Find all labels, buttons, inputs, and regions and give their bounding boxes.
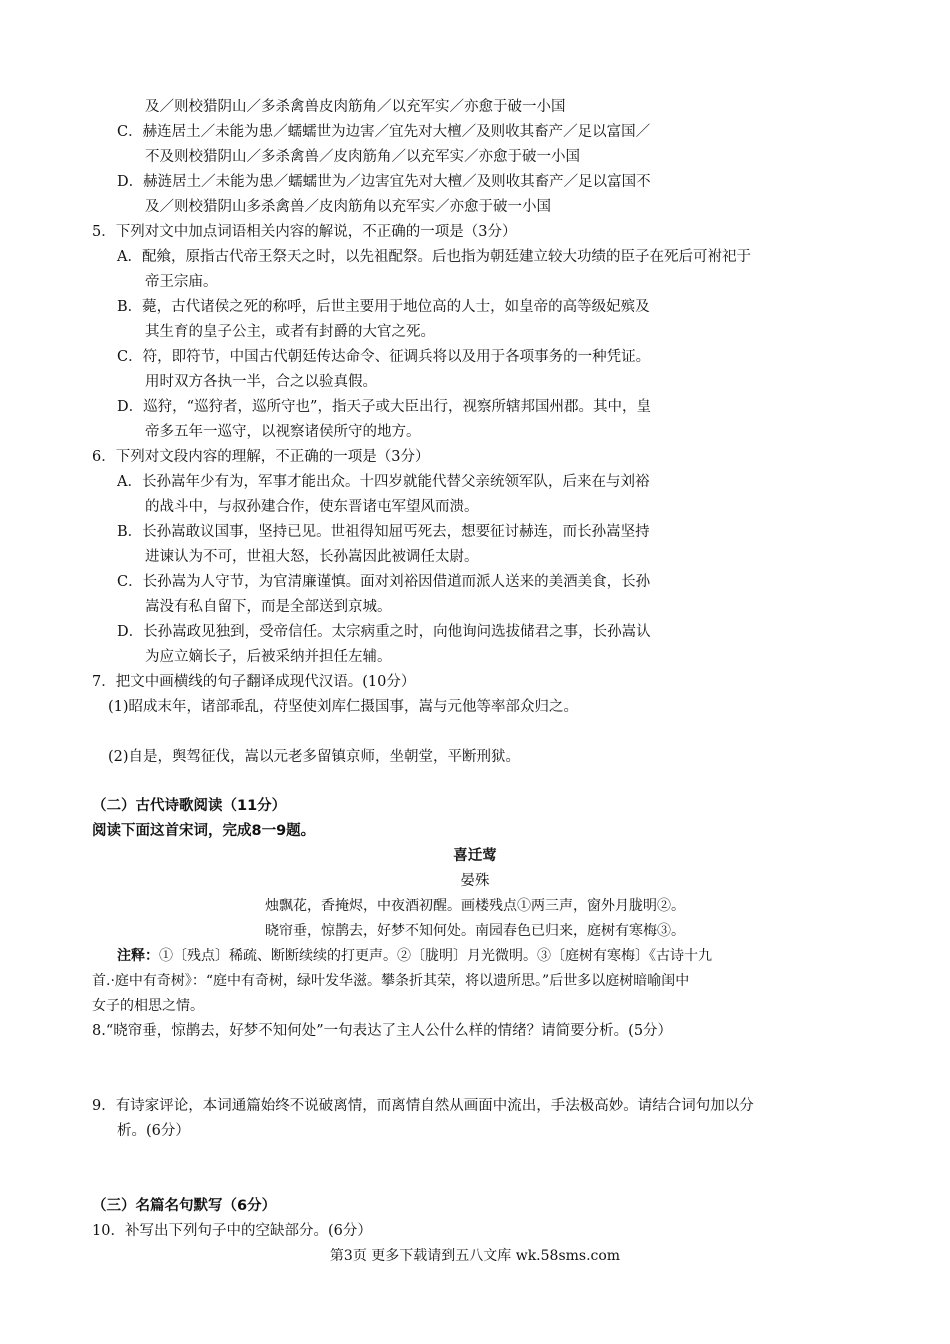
- option-c-line-2: 用时双方各执一半，合之以验真假。: [145, 374, 377, 390]
- option-b-line-1: B．长孙嵩敢议国事，坚持已见。世祖得知屈丐死去，想要征讨赫连，而长孙嵩坚持: [117, 524, 650, 540]
- notes-text: ①〔残点〕稀疏、断断续续的打更声。②〔胧明〕月光微明。③〔庭树有寒梅〕《古诗十九: [159, 948, 712, 964]
- notes-line-1: [117, 947, 712, 965]
- option-c-line-1: C．长孙嵩为人守节，为官清廉谨慎。面对刘裕因借道而派人送来的美酒美食，长孙: [117, 574, 651, 590]
- option-d-line-1: D．巡狩，“巡狩者，巡所守也”，指天子或大臣出行，视察所辖邦国州郡。其中，皇: [117, 399, 651, 415]
- section-heading: （二）古代诗歌阅读（11分）: [92, 798, 287, 814]
- sentence-2: (2)自是，舆驾征伐，嵩以元老多留镇京师，坐朝堂，平断刑狱。: [108, 749, 521, 765]
- option-c-line-2: 嵩没有私自留下，而是全部送到京城。: [145, 599, 392, 615]
- option-a-line-1: A．配飨，原指古代帝王祭天之时，以先祖配祭。后也指为朝廷建立较大功绩的臣子在死后可袝祀于: [117, 249, 751, 265]
- option-a-line-2: 帝王宗庙。: [145, 274, 218, 290]
- option-c-line-1: C．赫连居土／未能为患／蠕蠕世为边害／宜先对大檀／及则收其畜产／足以富国／: [117, 124, 651, 140]
- section-heading: （三）名篇名句默写（6分）: [92, 1198, 277, 1214]
- option-b-line-2: 进谏认为不可，世祖大怒，长孙嵩因此被调任太尉。: [145, 549, 479, 565]
- notes-line-3: 女子的相思之情。: [92, 998, 204, 1014]
- option-d-line-2: 为应立嫡长子，后被采纳并担任左辅。: [145, 649, 392, 665]
- poem-author: 晏殊: [460, 873, 490, 889]
- option-d-line-1: D．赫涟居土／未能为患／蠕蠕世为／边害宜先对大檀／及则收其畜产／足以富国不: [117, 174, 651, 190]
- notes-line-2: 首.·庭中有奇树》：“庭中有奇树，绿叶发华滋。攀条折其荣，将以遗所思。”后世多以庭树暗喻闺中: [92, 973, 690, 989]
- sentence-1: (1)昭成末年，诸部乖乱，苻坚使刘库仁摄国事，嵩与元他等率部众归之。: [108, 699, 579, 715]
- option-b-line-2: 其生育的皇子公主，或者有封爵的大官之死。: [145, 324, 435, 340]
- option-b-line-2: 及／则校猎阴山／多杀禽兽皮肉筋角／以充军实／亦愈于破一小国: [145, 99, 566, 115]
- notes-label: 注释：: [117, 948, 159, 964]
- option-a-line-2: 的战斗中，与叔孙建合作，使东晋诸屯军望风而溃。: [145, 499, 479, 515]
- option-c-line-1: C．符，即符节，中国古代朝廷传达命令、征调兵将以及用于各项事务的一种凭证。: [117, 349, 651, 365]
- question-10: 10．补写出下列句子中的空缺部分。(6分）: [92, 1223, 372, 1239]
- section-intro: 阅读下面这首宋词，完成8一9题。: [92, 823, 316, 839]
- option-d-line-2: 帝多五年一巡守，以视察诸侯所守的地方。: [145, 424, 421, 440]
- question-7-stem: 7．把文中画横线的句子翻译成现代汉语。(10分）: [92, 674, 416, 690]
- option-b-line-1: B．薨，古代诸侯之死的称呼，后世主要用于地位高的人士，如皇帝的高等级妃殡及: [117, 299, 650, 315]
- poem-line-1: 烛飘花，香掩烬，中夜酒初醒。画楼残点①两三声，窗外月胧明②。: [265, 898, 685, 914]
- question-8: 8.“晓帘垂，惊鹊去，好梦不知何处”一句表达了主人公什么样的情绪？请简要分析。(5分）: [92, 1023, 673, 1039]
- question-9-line-2: 析。(6分）: [117, 1123, 190, 1139]
- option-d-line-1: D．长孙嵩政见独到，受帝信任。太宗病重之时，向他询问选拔储君之事，长孙嵩认: [117, 624, 651, 640]
- option-c-line-2: 不及则校猎阴山／多杀禽兽／皮肉筋角／以充军实／亦愈于破一小国: [145, 149, 580, 165]
- option-a-line-1: A．长孙嵩年少有为，军事才能出众。十四岁就能代替父亲统领军队，后来在与刘裕: [117, 474, 650, 490]
- question-6-stem: 6．下列对文段内容的理解，不正确的一项是（3分）: [92, 449, 430, 465]
- poem-line-2: 晓帘垂，惊鹊去，好梦不知何处。南园春色已归来，庭树有寒梅③。: [265, 923, 685, 939]
- page-footer: 第3页 更多下载请到五八文库 wk.58sms.com: [329, 1248, 621, 1264]
- option-d-line-2: 及／则校猎阴山多杀禽兽／皮肉筋角以充军实／亦愈于破一小国: [145, 199, 551, 215]
- question-9-line-1: 9．有诗家评论，本词通篇始终不说破离情，而离情自然从画面中流出，手法极高妙。请结合词句加以分: [92, 1098, 754, 1114]
- poem-title: 喜迁莺: [453, 848, 497, 864]
- question-5-stem: 5．下列对文中加点词语相关内容的解说，不正确的一项是（3分）: [92, 224, 517, 240]
